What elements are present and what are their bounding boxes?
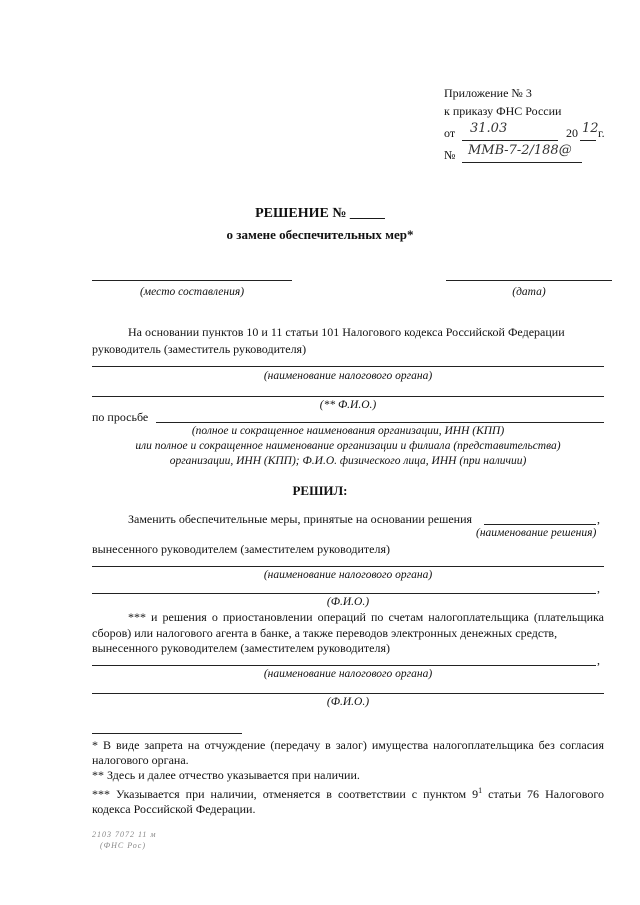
issued-by-2: вынесенного руководителем (заместителем руководителя) — [92, 641, 391, 655]
year-suffix: г. — [598, 126, 605, 140]
appendix-number-label: № — [444, 148, 456, 162]
year-underline — [580, 140, 596, 141]
comma-3: , — [597, 653, 600, 667]
decision-name-caption: (наименование решения) — [476, 527, 597, 539]
year-prefix: 20 — [566, 126, 578, 140]
decided-heading: РЕШИЛ: — [292, 483, 348, 498]
handwritten-number: ММВ-7-2/188@ — [468, 143, 572, 158]
stamp-line-1: 2103 7072 11 м — [92, 830, 157, 839]
request-line — [156, 422, 604, 423]
fio-caption-2: (Ф.И.О.) — [326, 596, 370, 608]
request-caption-1: (полное и сокращенное наименования организации, ИНН (КПП) — [191, 425, 505, 437]
footnote-2: ** Здесь и далее отчество указывается при наличии. — [92, 768, 360, 782]
footnote-3-superscript: 1 — [478, 786, 483, 795]
date-caption: (дата) — [512, 286, 546, 298]
document-subtitle: о замене обеспечительных мер* — [226, 227, 414, 242]
footnote-separator — [92, 733, 242, 734]
fio-line-2 — [92, 593, 596, 594]
tax-authority-caption-2: (наименование налогового органа) — [263, 569, 433, 581]
appendix-from-label: от — [444, 126, 456, 140]
date-underline — [462, 140, 558, 141]
appendix-line-1: Приложение № 3 — [444, 86, 532, 100]
fio-line-1 — [92, 396, 604, 397]
appendix-line-2: к приказу ФНС России — [444, 104, 562, 118]
tax-authority-line-3 — [92, 665, 596, 666]
place-line — [92, 280, 292, 281]
fio-line-3 — [92, 693, 604, 694]
place-caption: (место составления) — [139, 286, 245, 298]
request-caption-2: или полное и сокращенное наименование организации и филиала (представительства) — [135, 440, 561, 452]
basis-text: На основании пунктов 10 и 11 статьи 101 Налогового кодекса Российской Федерации — [128, 325, 565, 339]
request-label: по просьбе — [92, 410, 149, 424]
tax-authority-line-2 — [92, 566, 604, 567]
decision-name-line — [484, 524, 596, 525]
comma-2: , — [597, 581, 600, 595]
handwritten-date: 31.03 — [470, 121, 508, 136]
issued-by-1: вынесенного руководителем (заместителем руководителя) — [92, 542, 391, 556]
number-underline — [462, 162, 582, 163]
document-title: РЕШЕНИЕ № _____ — [255, 206, 385, 221]
tax-authority-caption-3: (наименование налогового органа) — [263, 668, 433, 680]
footnote-3 — [92, 783, 604, 817]
request-caption-3: организации, ИНН (КПП); Ф.И.О. физического лица, ИНН (при наличии) — [169, 455, 527, 467]
tax-authority-line-1 — [92, 366, 604, 367]
handwritten-year: 12 — [582, 121, 599, 136]
footnote-3-text-post: статьи 76 Налогового кодекса Российской Федерации. — [92, 787, 604, 816]
footnote-1: * В виде запрета на отчуждение (передачу в залог) имущества налогоплательщика без согласия налогового органа. — [92, 738, 604, 767]
footnote-3-text-pre: *** Указывается при наличии, отменяется в соответствии с пунктом 9 — [92, 787, 479, 801]
head-text: руководитель (заместитель руководителя) — [92, 342, 307, 356]
date-line — [446, 280, 612, 281]
stamp-line-2: (ФНС Рос) — [100, 841, 147, 850]
tax-authority-caption-1: (наименование налогового органа) — [263, 370, 433, 382]
replace-text: Заменить обеспечительные меры, принятые на основании решения — [128, 512, 473, 526]
fio-caption-1: (** Ф.И.О.) — [319, 399, 377, 411]
suspension-text: *** и решения о приостановлении операций по счетам налогоплательщика (плательщика сборов) или налогового агента в банке, а также переводов электронных денежных средств, — [92, 610, 604, 640]
comma-1: , — [597, 512, 600, 526]
fio-caption-3: (Ф.И.О.) — [326, 696, 370, 708]
